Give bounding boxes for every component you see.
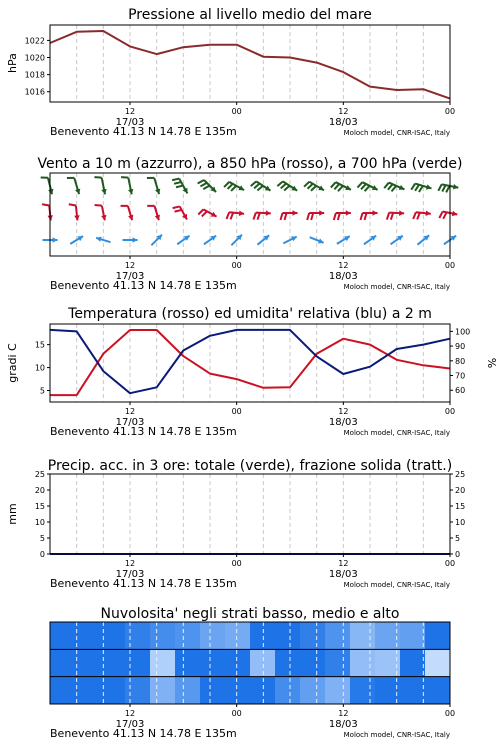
cloud-cell <box>175 622 201 649</box>
y-tick-label: 100 <box>455 327 471 337</box>
model-label: Moloch model, CNR-ISAC, Italy <box>343 129 450 137</box>
cloud-cell <box>300 677 326 704</box>
cloud-cell <box>325 622 351 649</box>
cloud-cell <box>400 622 426 649</box>
precipitation-title: Precip. acc. in 3 ore: totale (verde), frazione solida (tratt.) <box>47 458 453 474</box>
cloud-cell <box>325 677 351 704</box>
y-tick-label: 20 <box>455 486 466 495</box>
temperature-ylabel: gradi C <box>6 343 19 383</box>
wind-barb <box>231 186 236 191</box>
cloud-cell <box>50 622 76 649</box>
cloud-cell <box>175 677 201 704</box>
cloud-cell <box>75 649 101 676</box>
cloud-cell <box>425 677 451 704</box>
date-label: 18/03 <box>328 569 358 580</box>
x-tick-label: 00 <box>444 407 456 416</box>
wind-barb <box>228 184 233 189</box>
wind-panel <box>37 156 462 292</box>
wind-arrow-head <box>266 210 271 216</box>
wind-barb <box>94 177 101 178</box>
wind-barb <box>442 185 445 191</box>
cloud-cells <box>50 622 451 704</box>
pressure-ylabel: hPa <box>6 53 19 73</box>
y-tick-label: 1020 <box>24 53 45 63</box>
pressure-y-ticks <box>25 36 50 96</box>
wind-barb <box>176 186 183 188</box>
wind-barb <box>230 213 233 220</box>
cloud-cell <box>75 677 101 704</box>
cloud-cell <box>300 649 326 676</box>
y-tick-label: 60 <box>455 386 466 396</box>
date-label: 17/03 <box>115 719 145 730</box>
wind-barb <box>413 212 416 219</box>
wind-barb <box>175 210 182 212</box>
y-tick-label: 0 <box>455 550 461 559</box>
location-label: Benevento 41.13 N 14.78 E 135m <box>50 125 237 138</box>
x-tick-label: 12 <box>124 261 136 270</box>
x-tick-label: 00 <box>231 559 242 568</box>
wind-barb <box>285 213 287 220</box>
cloud-cell <box>200 622 226 649</box>
cloud-cell <box>400 649 426 676</box>
cloud-cell <box>200 649 226 676</box>
x-tick-label: 12 <box>338 107 349 116</box>
wind-arrow-head <box>346 210 351 216</box>
wind-barb <box>387 213 389 220</box>
cloud-cell <box>350 622 376 649</box>
date-label: 18/03 <box>328 271 358 282</box>
wind-barb <box>203 186 209 190</box>
cloud-cell <box>275 622 301 649</box>
x-tick-label: 12 <box>124 559 136 568</box>
wind-barb <box>443 212 446 218</box>
x-tick-label: 12 <box>338 261 349 270</box>
wind-barb <box>392 186 397 192</box>
wind-barbs <box>41 177 459 245</box>
date-label: 18/03 <box>328 117 358 128</box>
cloud-cell <box>175 649 201 676</box>
y-tick-label: 20 <box>34 486 45 495</box>
cloud-cell <box>200 677 226 704</box>
wind-arrow-head <box>373 210 378 216</box>
cloud-cell <box>225 677 251 704</box>
temperature-panel <box>6 306 498 438</box>
location-label: Benevento 41.13 N 14.78 E 135m <box>50 425 237 438</box>
wind-barb <box>254 184 259 189</box>
wind-grid <box>77 173 424 256</box>
pressure-grid <box>77 25 424 102</box>
wind-barb <box>202 211 207 216</box>
wind-barb <box>277 181 282 186</box>
y-tick-label: 25 <box>34 470 45 479</box>
cloud-cell <box>350 677 376 704</box>
wind-barb <box>357 182 362 187</box>
cloud-cell <box>150 622 176 649</box>
wind-barb <box>338 213 340 220</box>
precipitation-y-ticks <box>35 470 465 559</box>
wind-barb <box>200 183 206 187</box>
cloud-cell <box>275 649 301 676</box>
wind-barb <box>42 204 49 205</box>
wind-barb <box>198 180 204 184</box>
cloud-cell <box>125 622 151 649</box>
y-tick-label: 5 <box>39 534 45 543</box>
wind-barb <box>361 213 363 220</box>
temperature-plot-frame <box>50 324 450 402</box>
model-label: Moloch model, CNR-ISAC, Italy <box>343 731 450 739</box>
temperature-x-ticks <box>50 402 455 438</box>
cloud-cell <box>75 622 101 649</box>
wind-arrow-head <box>426 211 431 217</box>
y-tick-label: 1022 <box>24 36 45 46</box>
wind-barb <box>224 182 229 187</box>
wind-barb <box>257 186 262 191</box>
date-label: 17/03 <box>115 271 145 282</box>
x-tick-label: 12 <box>338 407 349 416</box>
wind-barb <box>334 184 339 189</box>
date-label: 17/03 <box>115 569 145 580</box>
y-tick-label: 1016 <box>24 87 45 97</box>
model-label: Moloch model, CNR-ISAC, Italy <box>343 429 450 437</box>
pressure-plot-frame <box>50 25 450 102</box>
wind-barb <box>439 212 442 218</box>
wind-barb <box>281 213 283 220</box>
cloud-cell <box>425 649 451 676</box>
wind-barb <box>307 213 309 220</box>
location-label: Benevento 41.13 N 14.78 E 135m <box>50 279 237 292</box>
wind-barb <box>411 184 415 190</box>
date-label: 17/03 <box>115 417 145 428</box>
wind-barb <box>281 184 286 189</box>
precipitation-plot-frame <box>50 474 450 554</box>
wind-barb <box>174 182 181 184</box>
x-tick-label: 00 <box>444 709 456 718</box>
x-tick-label: 00 <box>231 107 242 116</box>
cloud-cell <box>125 677 151 704</box>
cloud-x-ticks <box>50 704 455 740</box>
y-tick-label: 80 <box>455 356 466 366</box>
wind-barb <box>388 184 393 190</box>
wind-arrow-head <box>239 211 244 217</box>
wind-barb <box>251 181 256 186</box>
cloud-cell <box>300 622 326 649</box>
y-tick-label: 15 <box>455 502 466 511</box>
x-tick-label: 12 <box>338 709 349 718</box>
cloud-cell <box>400 677 426 704</box>
cloud-cell <box>250 649 276 676</box>
wind-barb <box>284 186 289 191</box>
wind-arrow-head <box>74 215 80 220</box>
temperature-grid <box>77 324 424 402</box>
wind-barb <box>334 213 336 220</box>
wind-arrow-head <box>133 237 138 243</box>
y-tick-label: 0 <box>39 550 45 559</box>
wind-barb <box>365 186 370 191</box>
y-tick-label: 10 <box>34 518 45 527</box>
wind-title: Vento a 10 m (azzurro), a 850 hPa (rosso), a 700 hPa (verde) <box>37 156 463 172</box>
wind-barb <box>384 183 389 189</box>
cloud-cell <box>225 649 251 676</box>
y-tick-label: 70 <box>455 371 466 381</box>
x-tick-label: 00 <box>231 407 242 416</box>
x-tick-label: 12 <box>124 709 136 718</box>
wind-x-ticks <box>50 256 455 292</box>
precipitation-grid <box>77 474 424 554</box>
pressure-panel <box>6 7 455 138</box>
wind-barb <box>438 184 441 190</box>
humidity-ylabel: % <box>485 357 498 369</box>
wind-barb <box>121 177 128 178</box>
wind-barb <box>227 212 230 219</box>
wind-barb <box>304 182 309 187</box>
wind-barb <box>417 213 420 220</box>
wind-barb <box>198 209 203 214</box>
y-tick-label: 10 <box>455 518 466 527</box>
x-tick-label: 00 <box>444 261 456 270</box>
y-tick-label: 5 <box>39 386 45 396</box>
y-tick-label: 15 <box>34 502 45 511</box>
wind-barb <box>311 186 316 191</box>
wind-barb <box>172 179 179 181</box>
y-tick-label: 25 <box>455 470 466 479</box>
pressure-title: Pressione al livello medio del mare <box>128 7 372 23</box>
cloud-cell <box>150 649 176 676</box>
wind-barb <box>253 213 255 220</box>
wind-arrow-head <box>53 237 58 243</box>
cloud-cell <box>350 649 376 676</box>
location-label: Benevento 41.13 N 14.78 E 135m <box>50 577 237 590</box>
wind-barb <box>331 182 336 187</box>
wind-barb <box>419 186 423 192</box>
x-tick-label: 00 <box>444 559 456 568</box>
pressure-line <box>50 31 450 99</box>
wind-barb <box>311 213 313 220</box>
cloud-cell <box>50 677 76 704</box>
wind-barb <box>365 213 367 220</box>
x-tick-label: 00 <box>231 261 242 270</box>
cloud-cell <box>125 649 151 676</box>
cloud-cell <box>250 677 276 704</box>
cloud-cell <box>50 649 76 676</box>
wind-arrow-head <box>293 210 298 216</box>
precipitation-ylabel: mm <box>6 503 19 525</box>
cloud-cell <box>225 622 251 649</box>
wind-arrow-head <box>319 210 324 216</box>
wind-barb <box>361 184 366 189</box>
temperature-line <box>50 330 450 395</box>
wind-barb <box>446 186 449 192</box>
x-tick-label: 12 <box>338 559 349 568</box>
y-tick-label: 90 <box>455 342 466 352</box>
date-label: 18/03 <box>328 719 358 730</box>
x-tick-label: 00 <box>231 709 242 718</box>
y-tick-label: 10 <box>34 363 45 373</box>
pressure-series <box>50 31 450 99</box>
date-label: 17/03 <box>115 117 145 128</box>
x-tick-label: 12 <box>124 107 136 116</box>
temperature-series <box>50 330 450 395</box>
precipitation-x-ticks <box>50 554 455 590</box>
wind-barb <box>69 204 76 205</box>
cloud-panel <box>50 606 455 740</box>
wind-barb <box>391 213 393 220</box>
precipitation-panel <box>6 458 465 590</box>
y-tick-label: 5 <box>455 534 461 543</box>
wind-barb <box>308 184 313 189</box>
cloud-cell <box>325 649 351 676</box>
cloud-cell <box>425 622 451 649</box>
cloud-cell <box>275 677 301 704</box>
wind-arrow-head <box>399 210 404 216</box>
wind-barb <box>173 206 180 208</box>
wind-barb <box>95 205 102 206</box>
wind-barb <box>338 186 343 191</box>
wind-barb <box>415 185 419 191</box>
model-label: Moloch model, CNR-ISAC, Italy <box>343 283 450 291</box>
location-label: Benevento 41.13 N 14.78 E 135m <box>50 727 237 740</box>
cloud-cell <box>150 677 176 704</box>
model-label: Moloch model, CNR-ISAC, Italy <box>343 581 450 589</box>
date-label: 18/03 <box>328 417 358 428</box>
temperature-title: Temperatura (rosso) ed umidita' relativa (blu) a 2 m <box>68 306 432 322</box>
y-tick-label: 1018 <box>24 70 45 80</box>
x-tick-label: 00 <box>444 107 456 116</box>
cloud-title: Nuvolosita' negli strati basso, medio e alto <box>100 606 400 622</box>
pressure-x-ticks <box>50 102 455 138</box>
y-tick-label: 15 <box>34 340 45 350</box>
x-tick-label: 12 <box>124 407 136 416</box>
wind-barb <box>257 213 259 220</box>
cloud-cell <box>250 622 276 649</box>
